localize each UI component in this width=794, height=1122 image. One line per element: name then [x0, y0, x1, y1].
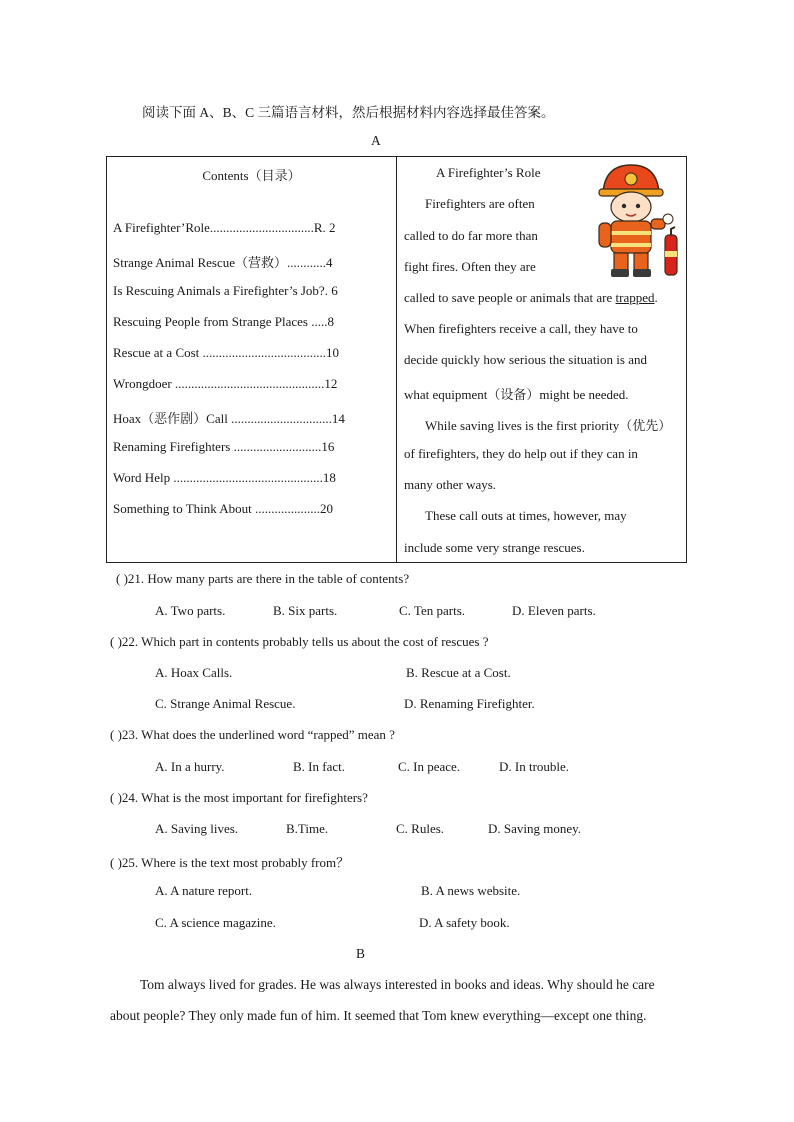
instructions: 阅读下面 A、B、C 三篇语言材料，然后根据材料内容选择最佳答案。	[142, 105, 555, 120]
option-a[interactable]: A. Two parts.	[155, 603, 226, 618]
article-line: Firefighters are often	[425, 196, 535, 211]
option-c[interactable]: C. Strange Animal Rescue.	[155, 696, 296, 711]
toc-item: Something to Think About ....................20	[113, 501, 334, 516]
option-c[interactable]: C. In peace.	[398, 759, 461, 774]
reading-table	[106, 156, 687, 563]
article-line: called to do far more than	[404, 228, 538, 243]
toc-item: Rescue at a Cost ......................................10	[113, 345, 340, 360]
section-a-heading: A	[371, 133, 381, 148]
passage-b-line: Tom always lived for grades. He was always interested in books and ideas. Why should he care	[140, 977, 655, 992]
option-a[interactable]: A. A nature report.	[155, 883, 253, 898]
article-text: called to save people or animals that are	[404, 290, 616, 305]
article-line	[404, 290, 658, 306]
question-25: ( )25. Where is the text most probably from？	[110, 855, 350, 870]
option-d[interactable]: D. Renaming Firefighter.	[404, 696, 535, 711]
article-title: A Firefighter’s Role	[436, 165, 541, 180]
toc-item: Wrongdoer ..............................................12	[113, 376, 338, 391]
passage-b-line: about people? They only made fun of him. It seemed that Tom knew everything—except one thing.	[110, 1008, 647, 1023]
article-line: When firefighters receive a call, they have to	[404, 321, 638, 336]
toc-item: Is Rescuing Animals a Firefighter’s Job?. 6	[113, 283, 338, 298]
article-line: many other ways.	[404, 477, 497, 492]
option-c[interactable]: C. Ten parts.	[399, 603, 466, 618]
option-b[interactable]: B. In fact.	[293, 759, 345, 774]
option-d[interactable]: D. In trouble.	[499, 759, 570, 774]
option-b[interactable]: B. A news website.	[421, 883, 521, 898]
question-24: ( )24. What is the most important for firefighters?	[110, 790, 368, 805]
option-b[interactable]: B. Six parts.	[273, 603, 338, 618]
option-c[interactable]: C. Rules.	[396, 821, 445, 836]
option-d[interactable]: D. Saving money.	[488, 821, 582, 836]
option-d[interactable]: D. A safety book.	[419, 915, 510, 930]
toc-item: Word Help ..............................................18	[113, 470, 336, 485]
option-b[interactable]: B. Rescue at a Cost.	[406, 665, 511, 680]
toc-item: Hoax（恶作剧）Call ...............................14	[113, 411, 345, 426]
question-21: ( )21. How many parts are there in the table of contents?	[116, 571, 410, 586]
article-line: what equipment（设备）might be needed.	[404, 387, 629, 402]
option-a[interactable]: A. In a hurry.	[155, 759, 225, 774]
toc-item: Renaming Firefighters ...........................16	[113, 439, 335, 454]
article-line: include some very strange rescues.	[404, 540, 585, 555]
article-line: decide quickly how serious the situation is and	[404, 352, 647, 367]
option-c[interactable]: C. A science magazine.	[155, 915, 276, 930]
article-line: These call outs at times, however, may	[425, 508, 627, 523]
question-23: ( )23. What does the underlined word “rapped” mean ?	[110, 727, 395, 742]
article-line: of firefighters, they do help out if they can in	[404, 446, 638, 461]
toc-item: Rescuing People from Strange Places .....8	[113, 314, 334, 329]
section-b-heading: B	[356, 946, 366, 961]
firefighter-illustration-icon	[585, 159, 681, 279]
option-a[interactable]: A. Hoax Calls.	[155, 665, 233, 680]
article-text: .	[654, 290, 658, 305]
question-22: ( )22. Which part in contents probably tells us about the cost of rescues ?	[110, 634, 489, 649]
table-divider	[396, 157, 397, 562]
option-d[interactable]: D. Eleven parts.	[512, 603, 596, 618]
option-b[interactable]: B.Time.	[286, 821, 329, 836]
underlined-word: trapped	[615, 290, 655, 305]
article-line: fight fires. Often they are	[404, 259, 536, 274]
article-line: While saving lives is the first priority（优先）	[425, 418, 672, 433]
toc-item: Strange Animal Rescue（营救）............4	[113, 255, 333, 270]
option-a[interactable]: A. Saving lives.	[155, 821, 239, 836]
contents-title: Contents（目录）	[202, 168, 301, 183]
toc-item: A Firefighter’Role................................R. 2	[113, 220, 336, 235]
